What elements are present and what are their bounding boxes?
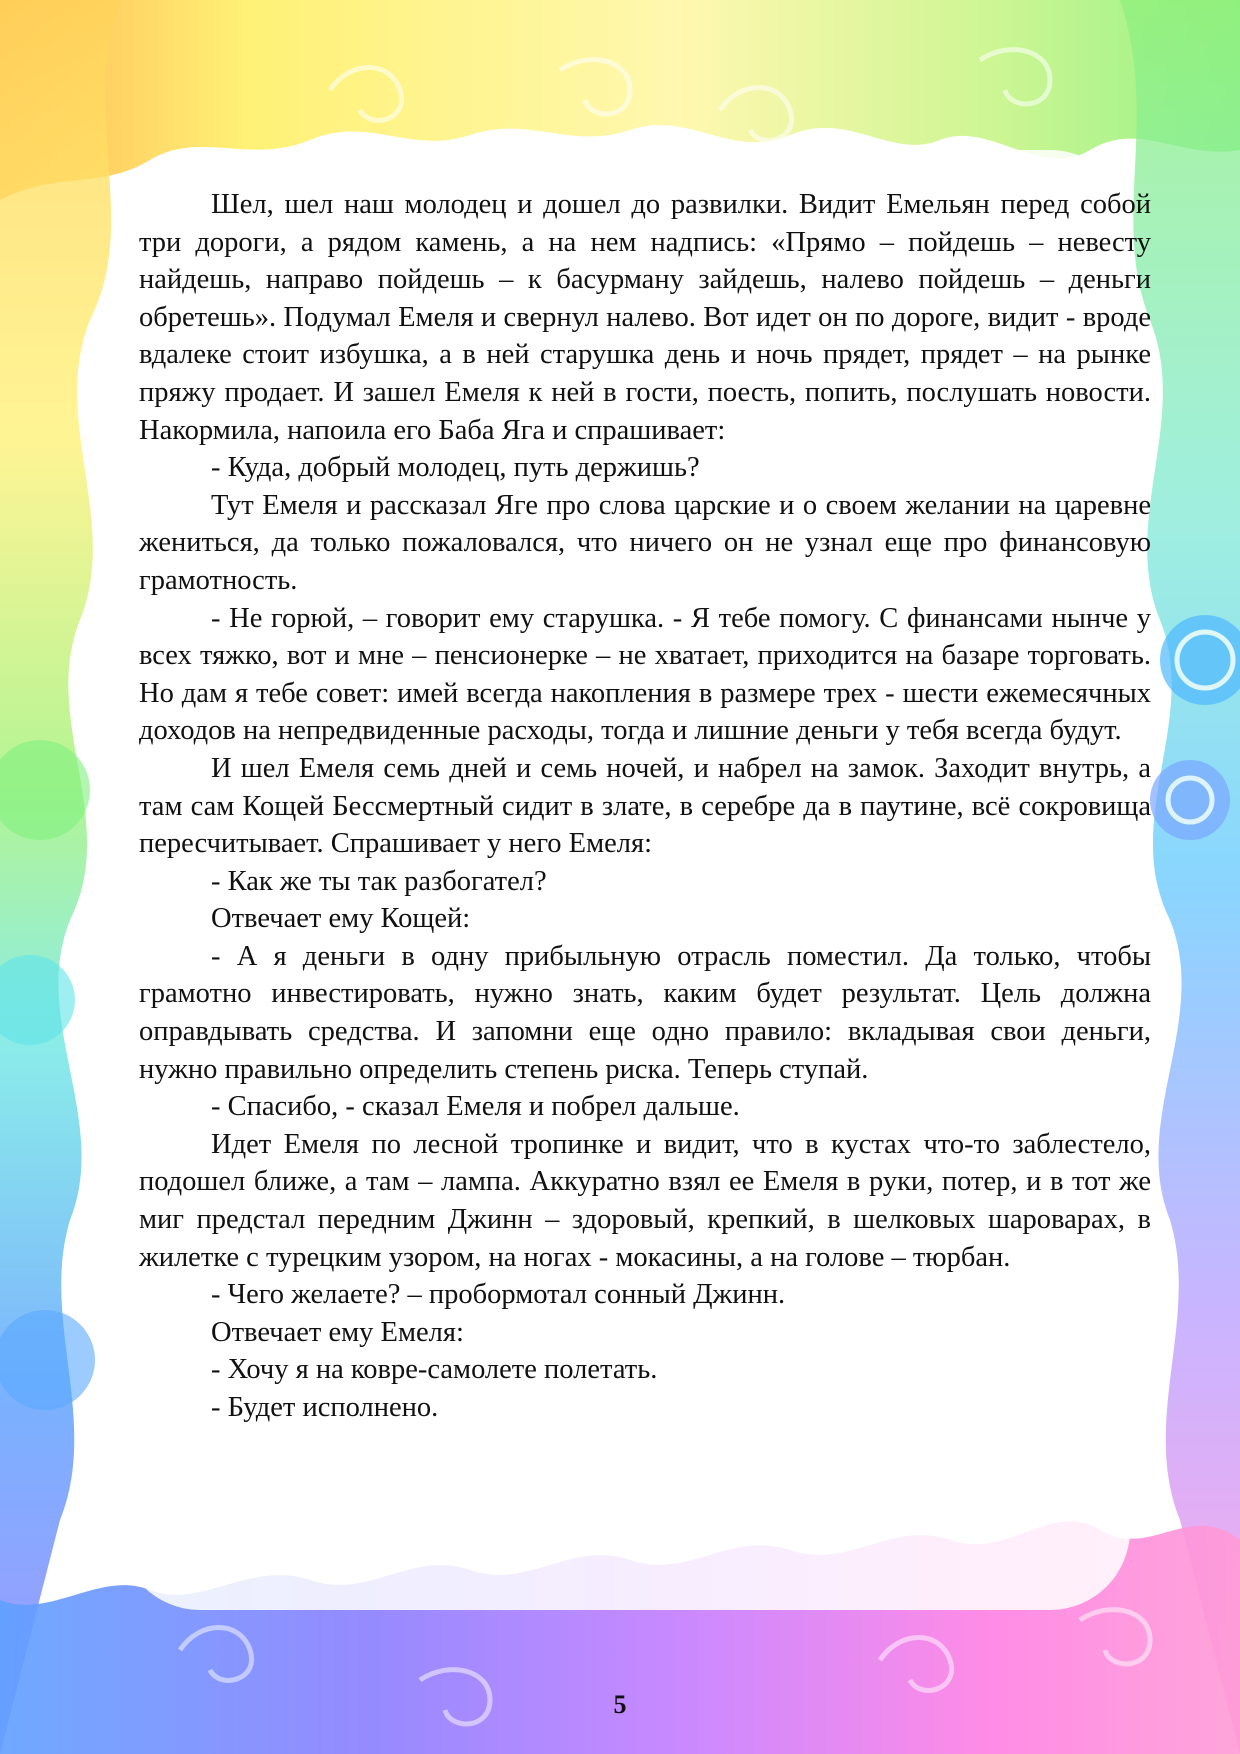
paragraph: - Куда, добрый молодец, путь держишь? <box>211 452 700 484</box>
paragraph: - Будет исполнено. <box>211 1392 439 1423</box>
paragraph: - Как же ты так разбогател? <box>211 865 547 897</box>
paragraph: - Чего желаете? – пробормотал сонный Джинн. <box>211 1279 786 1311</box>
paragraph: - А я деньги в одну прибыльную отрасль поместил. Да только, чтобы грамотно инвестировать, нужно знать, каким будет результат. Цель должна оправдывать средства. И запомни еще одно правило: вкладывая свои деньги, нужно правильно определить степень риска. Теперь ступай. <box>139 940 1151 1085</box>
paragraph: Отвечает ему Кощей: <box>211 903 471 935</box>
paragraph: И шел Емеля семь дней и семь ночей, и набрел на замок. Заходит внутрь, а там сам Кощей Бессмертный сидит в злате, в серебре да в паутине, всё сокровища пересчитывает. Спрашивает у него Емеля: <box>139 752 1151 860</box>
story-text <box>139 186 1151 1427</box>
paragraph: Идет Емеля по лесной тропинке и видит, что в кустах что-то заблестело, подошел ближе, а там – лампа. Аккуратно взял ее Емеля в руки, потер, и в тот же миг предстал передним Джинн – здоровый, крепкий, в шелковых шароварах, в жилетке с турецким узором, на ногах - мокасины, а на голове – тюрбан. <box>139 1128 1151 1273</box>
paragraph: - Спасибо, - сказал Емеля и побрел дальше. <box>211 1091 740 1123</box>
paragraph: - Не горюй, – говорит ему старушка. - Я тебе помогу. С финансами нынче у всех тяжко, вот и мне – пенсионерке – не хватает, приходится на базаре торговать. Но дам я тебе совет: имей всегда накопления в размере трех - шести ежемесячных доходов на непредвиденные расходы, тогда и лишние деньги у тебя всегда будут. <box>139 602 1151 747</box>
paragraph: Тут Емеля и рассказал Яге про слова царские и о своем желании на царевне жениться, да только пожаловался, что ничего он не узнал еще про финансовую грамотность. <box>139 489 1151 596</box>
paragraph: Шел, шел наш молодец и дошел до развилки. Видит Емельян перед собой три дороги, а рядом камень, а на нем надпись: «Прямо – пойдешь – невесту найдешь, направо пойдешь – к басурману зайдешь, налево пойдешь – деньги обретешь». Подумал Емеля и свернул налево. Вот идет он по дороге, видит - вроде вдалеке стоит избушка, а в ней старушка день и ночь прядет, прядет – на рынке пряжу продает. И зашел Емеля к ней в гости, поесть, попить, послушать новости. Накормила, напоила его Баба Яга и спрашивает: <box>139 189 1151 446</box>
page-number: 5 <box>613 1690 627 1719</box>
paragraph: - Хочу я на ковре-самолете полетать. <box>211 1354 658 1386</box>
paragraph: Отвечает ему Емеля: <box>211 1316 464 1348</box>
